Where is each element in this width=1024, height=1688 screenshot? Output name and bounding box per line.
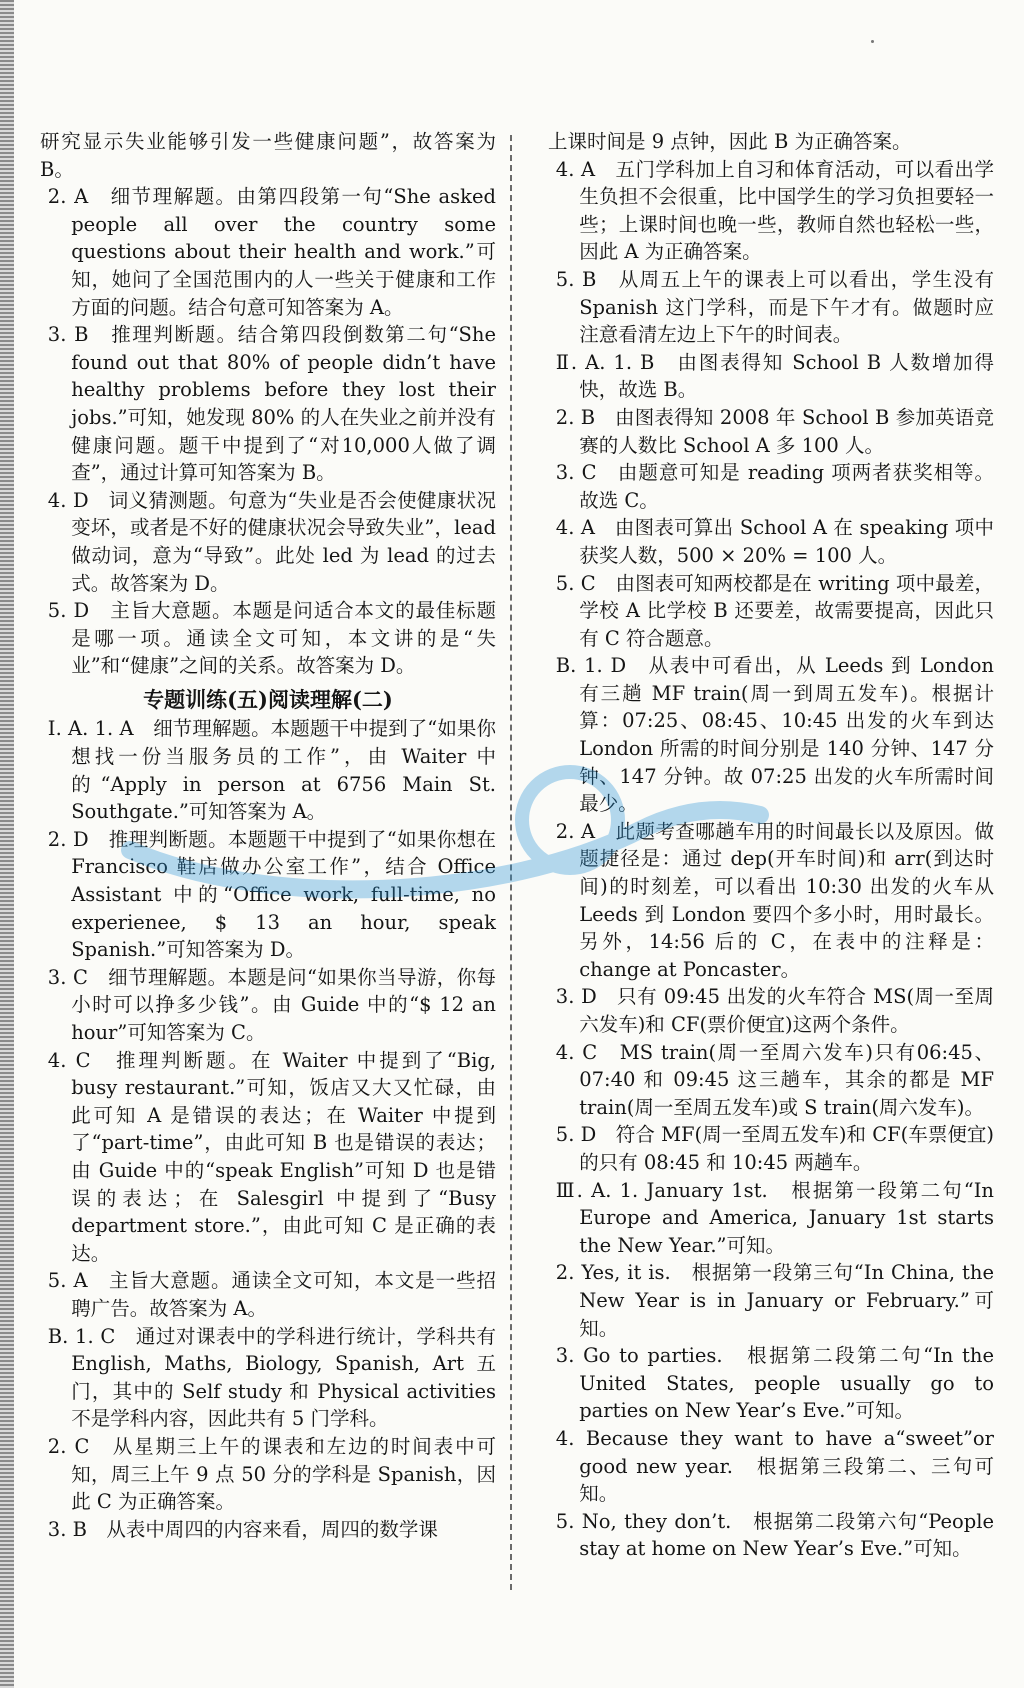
paragraph: 上课时间是 9 点钟，因此 B 为正确答案。 bbox=[548, 130, 912, 153]
paragraph: 5. B 从周五上午的课表上可以看出，学生没有 Spanish 这门学科，而是下午才有。做题时应注意看清左边上下午的时间表。 bbox=[555, 267, 994, 347]
section-title: 专题训练(五)阅读理解(二) bbox=[143, 686, 393, 712]
paragraph: B. 1. D 从表中可看出，从 Leeds 到 London 有三趟 MF train(周一到周五发车)。根据计算：07:25、08:45、10:45 出发的火车到达 London 所需的时间分别是 140 分钟、147 分钟、147 分钟。故 07:25 出发的火车所需时间最少。 bbox=[555, 654, 994, 816]
paragraph: 4. A 五门学科加上自习和体育活动，可以看出学生负担不会很重，比中国学生的学习负担要轻一些；上课时间也晚一些，教师自然也轻松一些，因此 A 为正确答案。 bbox=[555, 157, 994, 264]
paragraph: 3. D 只有 09:45 出发的火车符合 MS(周一至周六发车)和 CF(票价便宜)这两个条件。 bbox=[555, 985, 994, 1036]
paragraph: 2. D 推理判断题。本题题干中提到了“如果你想在 Francisco 鞋店做办公室工作”，结合 Office Assistant 中的“Office work, full-time, no experienee, $ 13 an hour, speak Spanish.”可知答案为 D。 bbox=[47, 827, 496, 962]
paragraph: 5. C 由图表可知两校都是在 writing 项中最差，学校 A 比学校 B 还要差，故需要提高，因此只有 C 符合题意。 bbox=[555, 571, 994, 650]
binding-edge bbox=[0, 0, 14, 1688]
paragraph: 2. Yes, it is. 根据第一段第三句“In China, the New Year is in January or February.”可知。 bbox=[555, 1261, 994, 1340]
paragraph: 4. D 词义猜测题。句意为“失业是否会使健康状况变坏，或者是不好的健康状况会导致失业”，lead 做动词，意为“导致”。此处 led 为 lead 的过去式。故答案为 D。 bbox=[47, 488, 496, 595]
paragraph: 2. A 此题考查哪趟车用的时间最长以及原因。做题捷径是：通过 dep(开车时间)和 arr(到达时间)的时刻差，可以看出 10:30 出发的火车从 Leeds 到 London 要四个多小时，用时最长。另外，14:56 后的 C，在表中的注释是：change at Poncaster。 bbox=[555, 819, 994, 981]
paragraph: 4. A 由图表可算出 School A 在 speaking 项中获奖人数，500 × 20% = 100 人。 bbox=[555, 516, 994, 567]
paragraph: B. 1. C 通过对课表中的学科进行统计，学科共有 English, Maths, Biology, Spanish, Art 五门，其中的 Self study 和 Physical activities 不是学科内容，因此共有 5 门学科。 bbox=[47, 1324, 496, 1431]
paragraph: 5. No, they don’t. 根据第二段第六句“People stay at home on New Year’s Eve.”可知。 bbox=[555, 1509, 994, 1561]
scan-speck bbox=[871, 40, 874, 43]
paragraph: 研究显示失业能够引发一些健康问题”，故答案为 B。 bbox=[40, 130, 496, 181]
paragraph: 5. D 主旨大意题。本题是问适合本文的最佳标题是哪一项。通读全文可知，本文讲的是“失业”和“健康”之间的关系。故答案为 D。 bbox=[47, 599, 496, 678]
paragraph: 4. Because they want to have a“sweet”or good new year. 根据第三段第二、三句可知。 bbox=[555, 1426, 994, 1506]
paragraph: 3. C 细节理解题。本题是问“如果你当导游，你每小时可以挣多少钱”。由 Guide 中的“$ 12 an hour”可知答案为 C。 bbox=[47, 965, 496, 1044]
paragraph: 2. C 从星期三上午的课表和左边的时间表中可知，周三上午 9 点 50 分的学科是 Spanish，因此 C 为正确答案。 bbox=[47, 1434, 496, 1514]
paragraph: 3. B 从表中周四的内容来看，周四的数学课 bbox=[47, 1517, 438, 1541]
paragraph: Ⅰ. A. 1. A 细节理解题。本题题干中提到了“如果你想找一份当服务员的工作”，由 Waiter 中的“Apply in person at 6756 Main St. Southgate.”可知答案为 A。 bbox=[47, 717, 496, 824]
right-column bbox=[548, 128, 994, 1563]
left-column bbox=[40, 128, 496, 1543]
paragraph: 5. D 符合 MF(周一至周五发车)和 CF(车票便宜)的只有 08:45 和 10:45 两趟车。 bbox=[555, 1123, 994, 1174]
paragraph: 3. Go to parties. 根据第二段第二句“In the United States, people usually go to parties on New Year’s Eve.”可知。 bbox=[555, 1344, 994, 1423]
paragraph: 3. C 由题意可知是 reading 项两者获奖相等。故选 C。 bbox=[555, 461, 994, 512]
paragraph: 3. B 推理判断题。结合第四段倒数第二句“She found out that 80% of people didn’t have healthy problems before they lost their jobs.”可知，她发现 80% 的人在失业之前并没有健康问题。题干中提到了“对10,000人做了调查”，通过计算可知答案为 B。 bbox=[47, 323, 496, 485]
paragraph: 5. A 主旨大意题。通读全文可知，本文是一些招聘广告。故答案为 A。 bbox=[47, 1269, 496, 1320]
paragraph: 2. B 由图表得知 2008 年 School B 参加英语竞赛的人数比 School A 多 100 人。 bbox=[555, 405, 994, 457]
paragraph: 4. C MS train(周一至周六发车)只有06:45、07:40 和 09:45 这三趟车，其余的都是 MF train(周一至周五发车)或 S train(周六发车)。 bbox=[555, 1040, 994, 1119]
paragraph: 2. A 细节理解题。由第四段第一句“She asked people all over the country some questions about their health and work.”可知，她问了全国范围内的人一些关于健康和工作方面的问题。结合句意可知答案为 A。 bbox=[47, 185, 496, 319]
paragraph: 4. C 推理判断题。在 Waiter 中提到了“Big, busy restaurant.”可知，饭店又大又忙碌，由此可知 A 是错误的表达；在 Waiter 中提到了“part-time”，由此可知 B 也是错误的表达；由 Guide 中的“speak English”可知 D 也是错误的表达；在 Salesgirl 中提到了“Busy department store.”，由此可知 C 是正确的表达。 bbox=[47, 1048, 496, 1265]
paragraph: Ⅲ. A. 1. January 1st. 根据第一段第二句“In Europe and America, January 1st starts the New Year.”可知。 bbox=[555, 1178, 994, 1257]
paragraph: Ⅱ. A. 1. B 由图表得知 School B 人数增加得快，故选 B。 bbox=[555, 350, 994, 402]
column-divider bbox=[510, 135, 512, 1590]
